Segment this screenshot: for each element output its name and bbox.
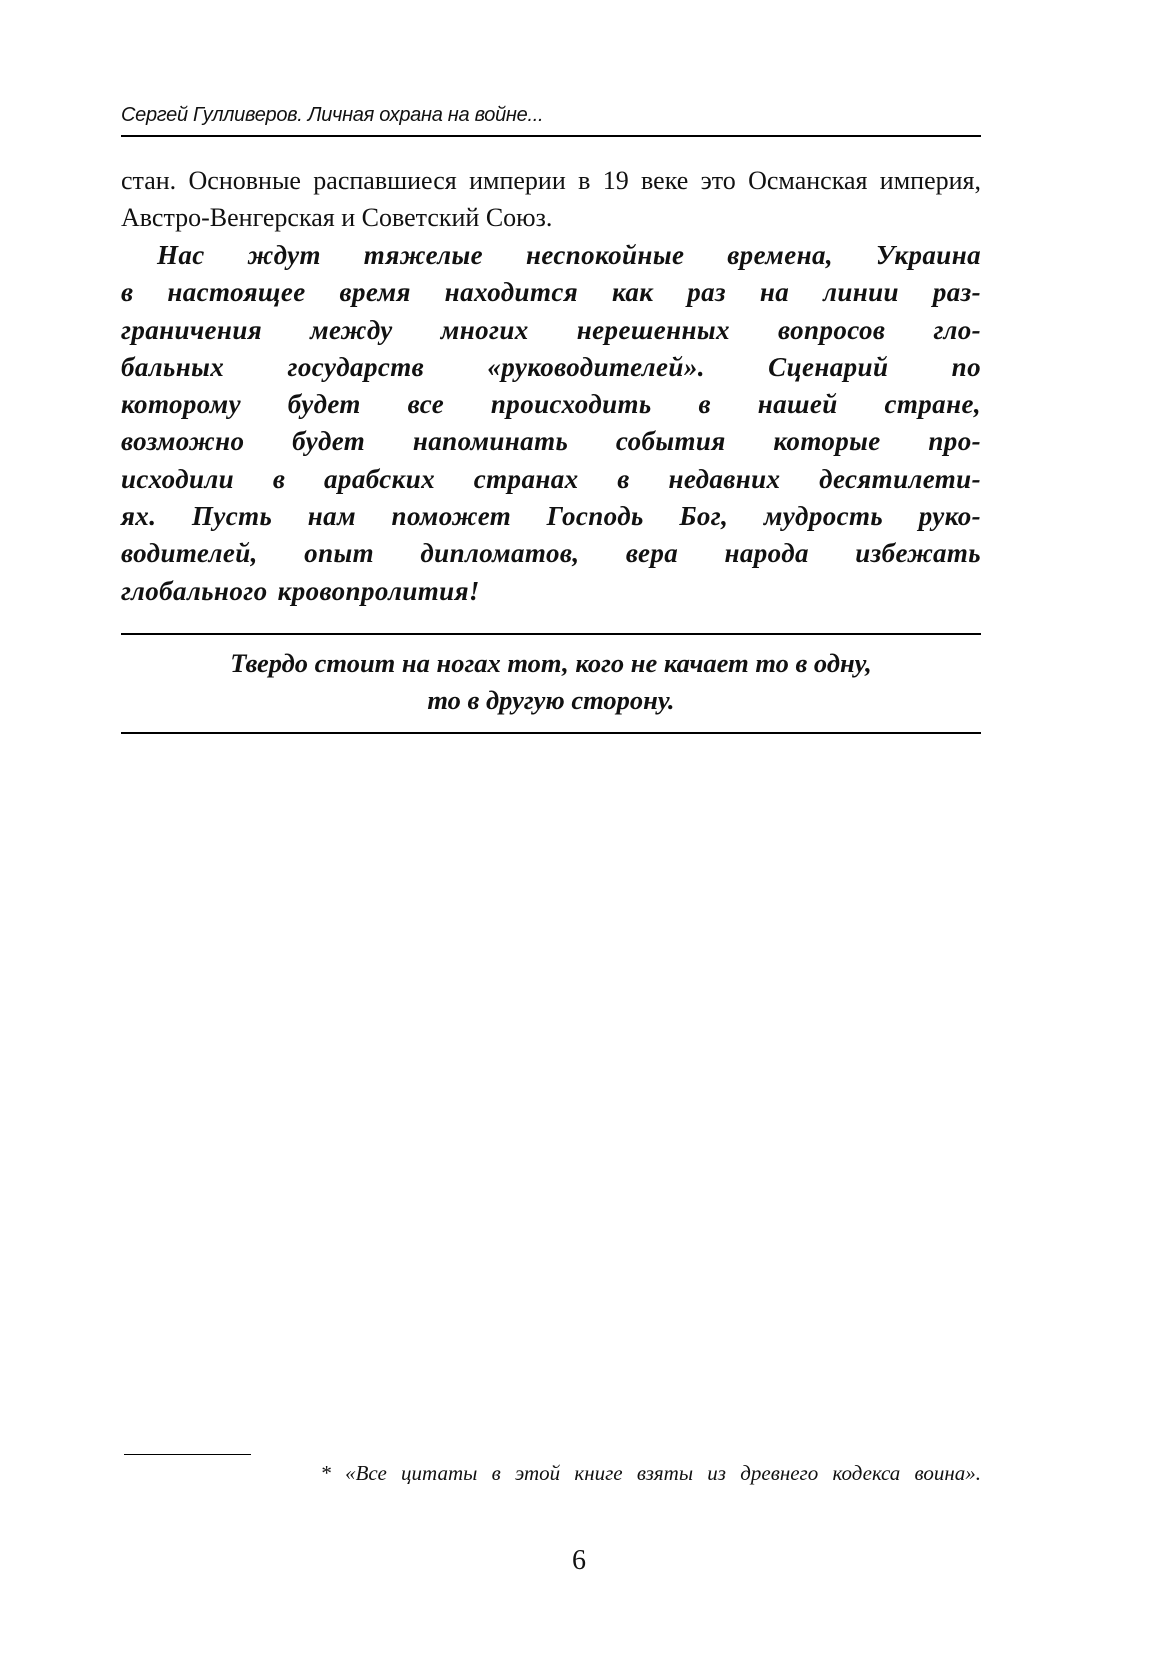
paragraph-1: стан. Основные распавшиеся империи в 19 веке это Османская империя, Австро-Венгерская и Советский Союз. <box>121 166 981 232</box>
text-line: возможно будет напоминать события которые про- <box>121 426 981 457</box>
footnote: * «Все цитаты в этой книге взяты из древнего кодекса воина». <box>320 1461 981 1485</box>
paragraph-2-emphasis <box>121 237 981 610</box>
text-line: в настоящее время находится как раз на линии раз- <box>121 277 981 308</box>
text-line: ях. Пусть нам поможет Господь Бог, мудрость руко- <box>121 501 981 532</box>
running-header: Сергей Гулливеров. Личная охрана на войне... <box>121 104 544 126</box>
text-line: граничения между многих нерешенных вопросов гло- <box>121 314 981 345</box>
page-number: 6 <box>572 1545 586 1576</box>
text-line: которому будет все происходить в нашей стране, <box>121 389 981 420</box>
header-rule <box>121 135 981 137</box>
quote-bottom-rule <box>121 732 981 734</box>
text-line: Нас ждут тяжелые неспокойные времена, Украина <box>157 240 981 270</box>
quote-line-1: Твердо стоит на ногах тот, кого не качает то в одну, <box>230 648 872 678</box>
quote-line-2: то в другую сторону. <box>427 685 675 715</box>
text-line: водителей, опыт дипломатов, вера народа избежать <box>121 538 981 569</box>
text-line: глобального кровопролития! <box>121 575 480 606</box>
quote-top-rule <box>121 633 981 635</box>
text-line: исходили в арабских странах в недавних десятилети- <box>121 463 981 494</box>
epigraph-quote <box>121 645 981 719</box>
text-line: бальных государств «руководителей». Сценарий по <box>121 351 981 382</box>
footnote-rule <box>124 1454 251 1455</box>
